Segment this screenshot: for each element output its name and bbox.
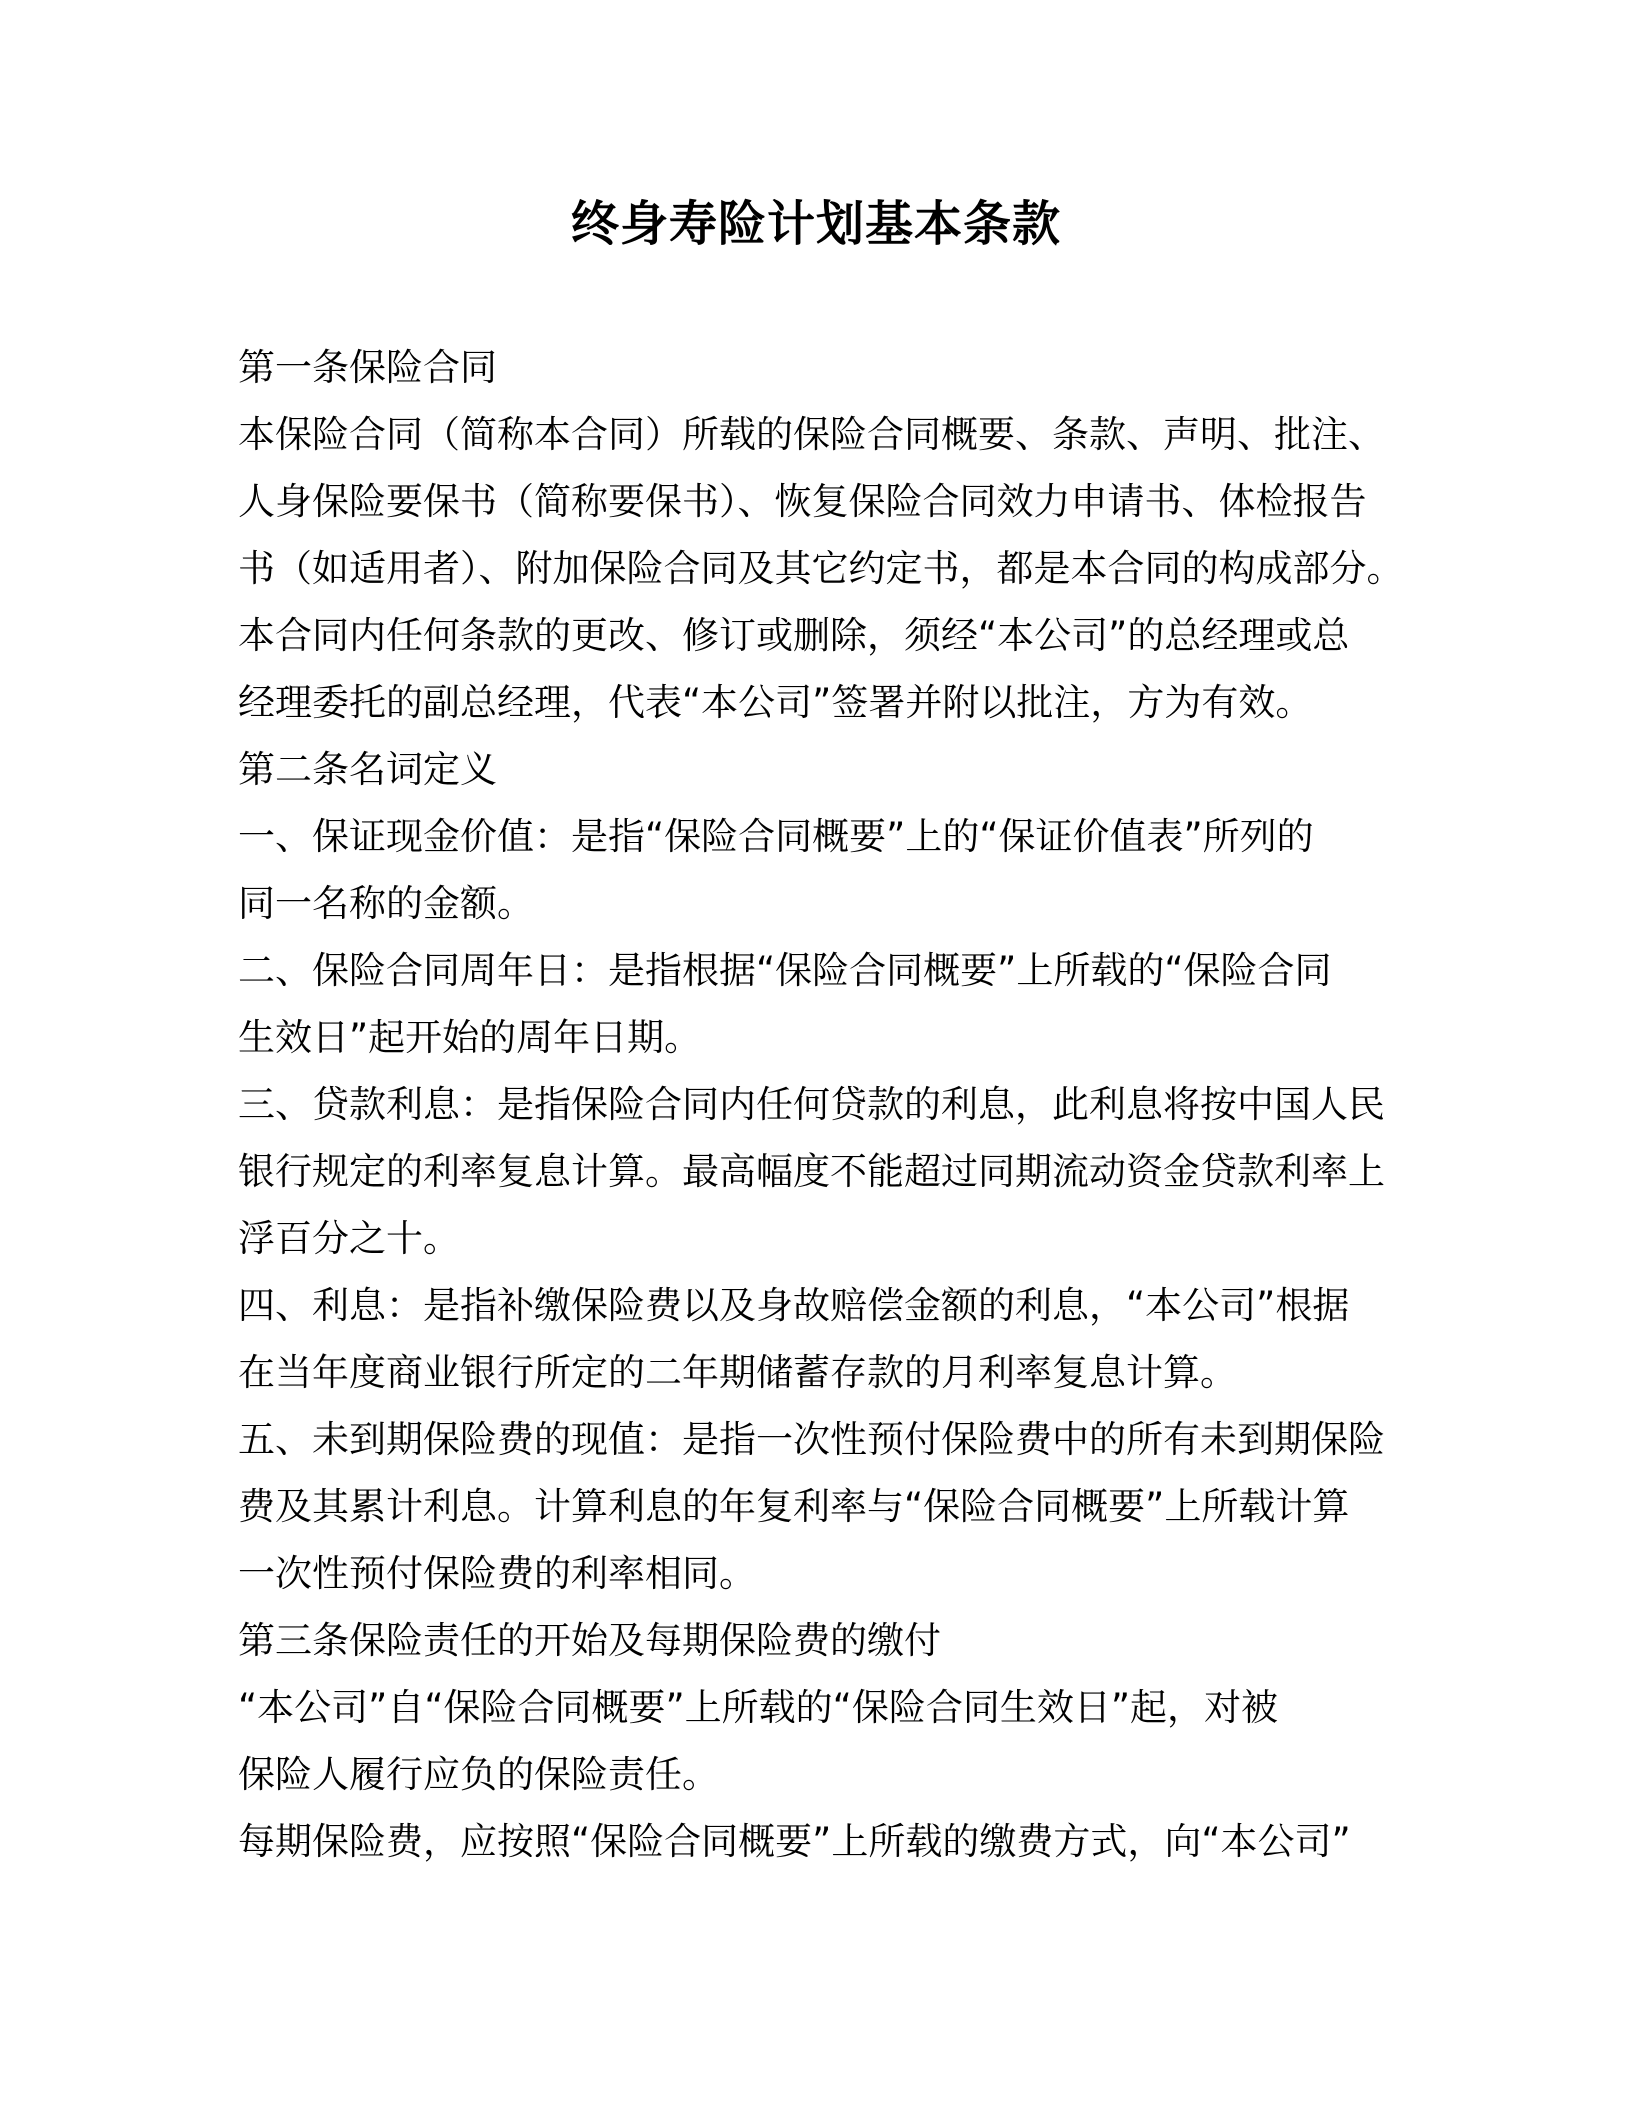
paragraph-line: 三、贷款利息：是指保险合同内任何贷款的利息，此利息将按中国人民 bbox=[238, 1083, 1385, 1126]
paragraph-line: 经理委托的副总经理，代表“本公司”签署并附以批注，方为有效。 bbox=[238, 681, 1313, 724]
paragraph-line: 费及其累计利息。计算利息的年复利率与“保险合同概要”上所载计算 bbox=[238, 1485, 1350, 1528]
document-title: 终身寿险计划基本条款 bbox=[570, 196, 1061, 252]
section-heading-2: 第二条名词定义 bbox=[238, 748, 497, 791]
paragraph-line: 四、利息：是指补缴保险费以及身故赔偿金额的利息，“本公司”根据 bbox=[238, 1284, 1350, 1327]
section-heading-3: 第三条保险责任的开始及每期保险费的缴付 bbox=[238, 1619, 941, 1662]
paragraph-line: 一次性预付保险费的利率相同。 bbox=[238, 1552, 756, 1595]
document-body bbox=[238, 334, 1404, 1875]
paragraph-line: 本保险合同（简称本合同）所载的保险合同概要、条款、声明、批注、 bbox=[238, 413, 1385, 456]
paragraph-line: 在当年度商业银行所定的二年期储蓄存款的月利率复息计算。 bbox=[238, 1351, 1237, 1394]
paragraph-line: 浮百分之十。 bbox=[238, 1217, 460, 1260]
paragraph-line: “本公司”自“保险合同概要”上所载的“保险合同生效日”起，对被 bbox=[238, 1686, 1279, 1729]
paragraph-line: 银行规定的利率复息计算。最高幅度不能超过同期流动资金贷款利率上 bbox=[238, 1150, 1385, 1193]
paragraph-line: 本合同内任何条款的更改、修订或删除，须经“本公司”的总经理或总 bbox=[238, 614, 1350, 657]
paragraph-line: 五、未到期保险费的现值：是指一次性预付保险费中的所有未到期保险 bbox=[238, 1418, 1385, 1461]
paragraph-line: 同一名称的金额。 bbox=[238, 882, 534, 925]
paragraph-line: 一、保证现金价值：是指“保险合同概要”上的“保证价值表”所列的 bbox=[238, 815, 1314, 858]
paragraph-line: 人身保险要保书（简称要保书）、恢复保险合同效力申请书、体检报告 bbox=[238, 480, 1367, 523]
paragraph-line: 每期保险费，应按照“保险合同概要”上所载的缴费方式，向“本公司” bbox=[238, 1820, 1351, 1863]
paragraph-line: 书（如适用者）、附加保险合同及其它约定书，都是本合同的构成部分。 bbox=[238, 547, 1404, 590]
paragraph-line: 二、保险合同周年日：是指根据“保险合同概要”上所载的“保险合同 bbox=[238, 949, 1332, 992]
paragraph-line: 保险人履行应负的保险责任。 bbox=[238, 1753, 719, 1796]
section-heading-1: 第一条保险合同 bbox=[238, 346, 497, 389]
paragraph-line: 生效日”起开始的周年日期。 bbox=[238, 1016, 702, 1059]
